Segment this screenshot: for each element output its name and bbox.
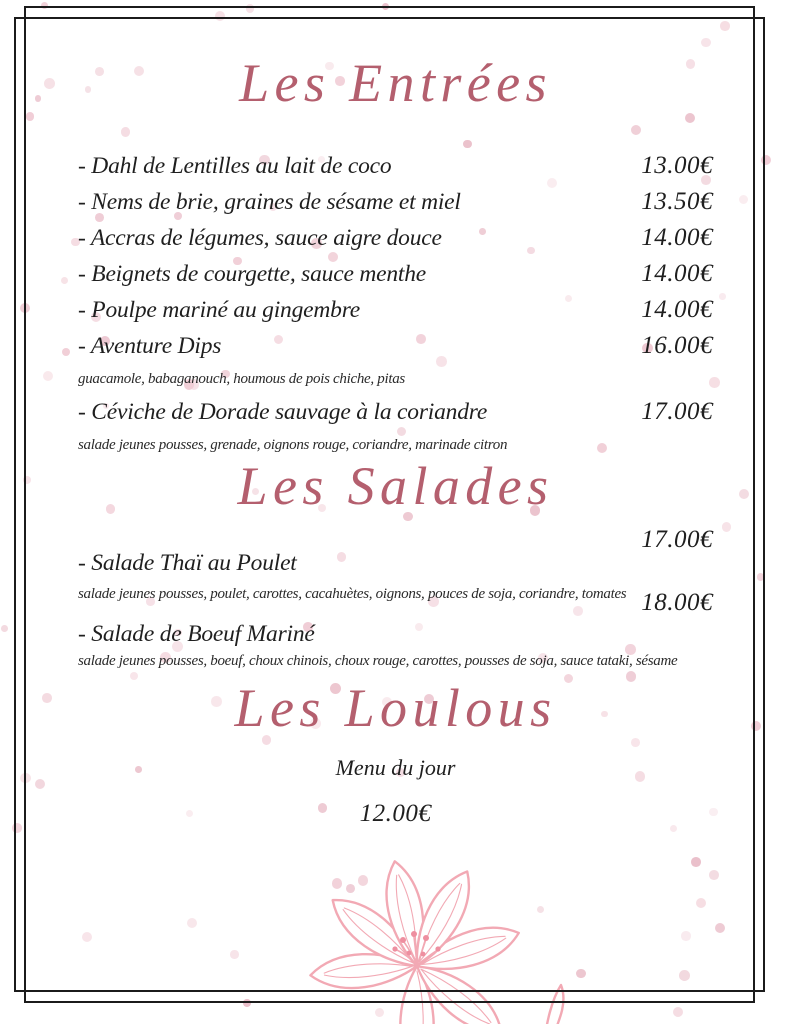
menu-du-jour-label: Menu du jour [335,755,456,780]
item-price: 14.00€ [641,260,713,287]
menu-item-row [78,148,713,184]
item-price: 17.00€ [641,526,713,553]
item-price: 16.00€ [641,332,713,359]
menu-item-row [78,220,713,256]
menu-item-row [78,256,713,292]
item-name: - Beignets de courgette, sauce menthe [78,261,427,287]
item-description: guacamole, babaganouch, houmous de pois chiche, pitas [78,371,405,387]
entrees-item-list [78,148,713,460]
item-price: 18.00€ [641,589,713,616]
item-name: - Salade Thaï au Poulet [78,550,297,576]
menu-item-row [78,394,713,430]
item-name: - Céviche de Dorade sauvage à la coriandre [78,399,488,425]
item-name: - Salade de Boeuf Mariné [78,621,315,647]
item-price: 13.50€ [641,188,713,215]
item-name: - Nems de brie, graines de sésame et miel [78,189,461,215]
item-name: - Accras de légumes, sauce aigre douce [78,225,442,251]
section-loulous [78,672,713,827]
menu-item-row [78,292,713,328]
item-name: - Poulpe mariné au gingembre [78,297,360,323]
item-price: 13.00€ [641,152,713,179]
item-price: 17.00€ [641,398,713,425]
item-price: 14.00€ [641,296,713,323]
item-name: - Dahl de Lentilles au lait de coco [78,153,392,179]
item-description: salade jeunes pousses, grenade, oignons rouge, coriandre, marinade citron [78,437,508,453]
menu-item-row [78,546,713,581]
item-name: - Aventure Dips [78,333,222,359]
section-heading-salades: Les Salades [237,456,554,516]
item-price: 14.00€ [641,224,713,251]
menu-content [78,0,713,1024]
section-heading-loulous: Les Loulous [234,678,557,738]
menu-item-row [78,184,713,220]
menu-du-jour-price: 12.00€ [359,800,432,827]
item-description: salade jeunes pousses, boeuf, choux chinois, choux rouge, carottes, pousses de soja, sauce tataki, sésame [78,653,678,669]
item-description: salade jeunes pousses, poulet, carottes, cacahuètes, oignons, pouces de soja, coriandre, tomates [78,586,627,602]
section-heading-entrees: Les Entrées [239,53,552,113]
section-entrees [78,44,713,460]
menu-item-row [78,328,713,364]
menu-item-row [78,617,713,652]
section-salades [78,450,713,674]
